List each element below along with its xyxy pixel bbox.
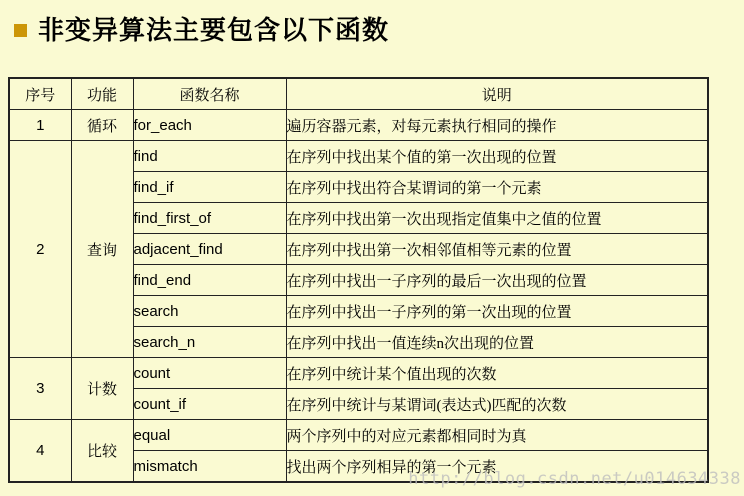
slide-title-bar: [14, 10, 389, 47]
function-name-cell: find: [133, 141, 286, 172]
table-row: [9, 358, 708, 389]
table-header-row: [9, 78, 708, 110]
csdn-watermark: http://blog.csdn.net/u014634338: [408, 469, 741, 489]
description-cell: 两个序列中的对应元素都相同时为真: [286, 420, 708, 451]
function-name-cell: find_end: [133, 265, 286, 296]
function-name-cell: find_if: [133, 172, 286, 203]
description-cell: 找出两个序列相异的第一个元素: [286, 451, 708, 483]
function-name-cell: search: [133, 296, 286, 327]
description-cell: 在序列中找出一子序列的最后一次出现的位置: [286, 265, 708, 296]
table-row: [9, 141, 708, 172]
description-cell: 在序列中统计某个值出现的次数: [286, 358, 708, 389]
square-bullet-icon: [14, 24, 27, 37]
algorithm-function-table: [8, 77, 709, 483]
header-serial: 序号: [9, 78, 71, 110]
function-name-cell: search_n: [133, 327, 286, 358]
category-cell: 比较: [71, 420, 133, 483]
header-function-name: 函数名称: [133, 78, 286, 110]
description-cell: 遍历容器元素，对每元素执行相同的操作: [286, 110, 708, 141]
category-cell: 计数: [71, 358, 133, 420]
table-row: [9, 110, 708, 141]
description-cell: 在序列中统计与某谓词(表达式)匹配的次数: [286, 389, 708, 420]
category-cell: 循环: [71, 110, 133, 141]
function-name-cell: equal: [133, 420, 286, 451]
row-number-cell: 2: [9, 141, 71, 358]
function-name-cell: mismatch: [133, 451, 286, 483]
row-number-cell: 3: [9, 358, 71, 420]
description-cell: 在序列中找出第一次出现指定值集中之值的位置: [286, 203, 708, 234]
row-number-cell: 4: [9, 420, 71, 483]
function-name-cell: find_first_of: [133, 203, 286, 234]
description-cell: 在序列中找出一子序列的第一次出现的位置: [286, 296, 708, 327]
header-description: 说明: [286, 78, 708, 110]
function-name-cell: for_each: [133, 110, 286, 141]
description-cell: 在序列中找出符合某谓词的第一个元素: [286, 172, 708, 203]
table-row: [9, 420, 708, 451]
function-name-cell: count: [133, 358, 286, 389]
description-cell: 在序列中找出第一次相邻值相等元素的位置: [286, 234, 708, 265]
description-cell: 在序列中找出一值连续n次出现的位置: [286, 327, 708, 358]
function-name-cell: adjacent_find: [133, 234, 286, 265]
page-title: 非变异算法主要包含以下函数: [38, 16, 390, 45]
header-function-group: 功能: [71, 78, 133, 110]
row-number-cell: 1: [9, 110, 71, 141]
description-cell: 在序列中找出某个值的第一次出现的位置: [286, 141, 708, 172]
category-cell: 查询: [71, 141, 133, 358]
function-name-cell: count_if: [133, 389, 286, 420]
